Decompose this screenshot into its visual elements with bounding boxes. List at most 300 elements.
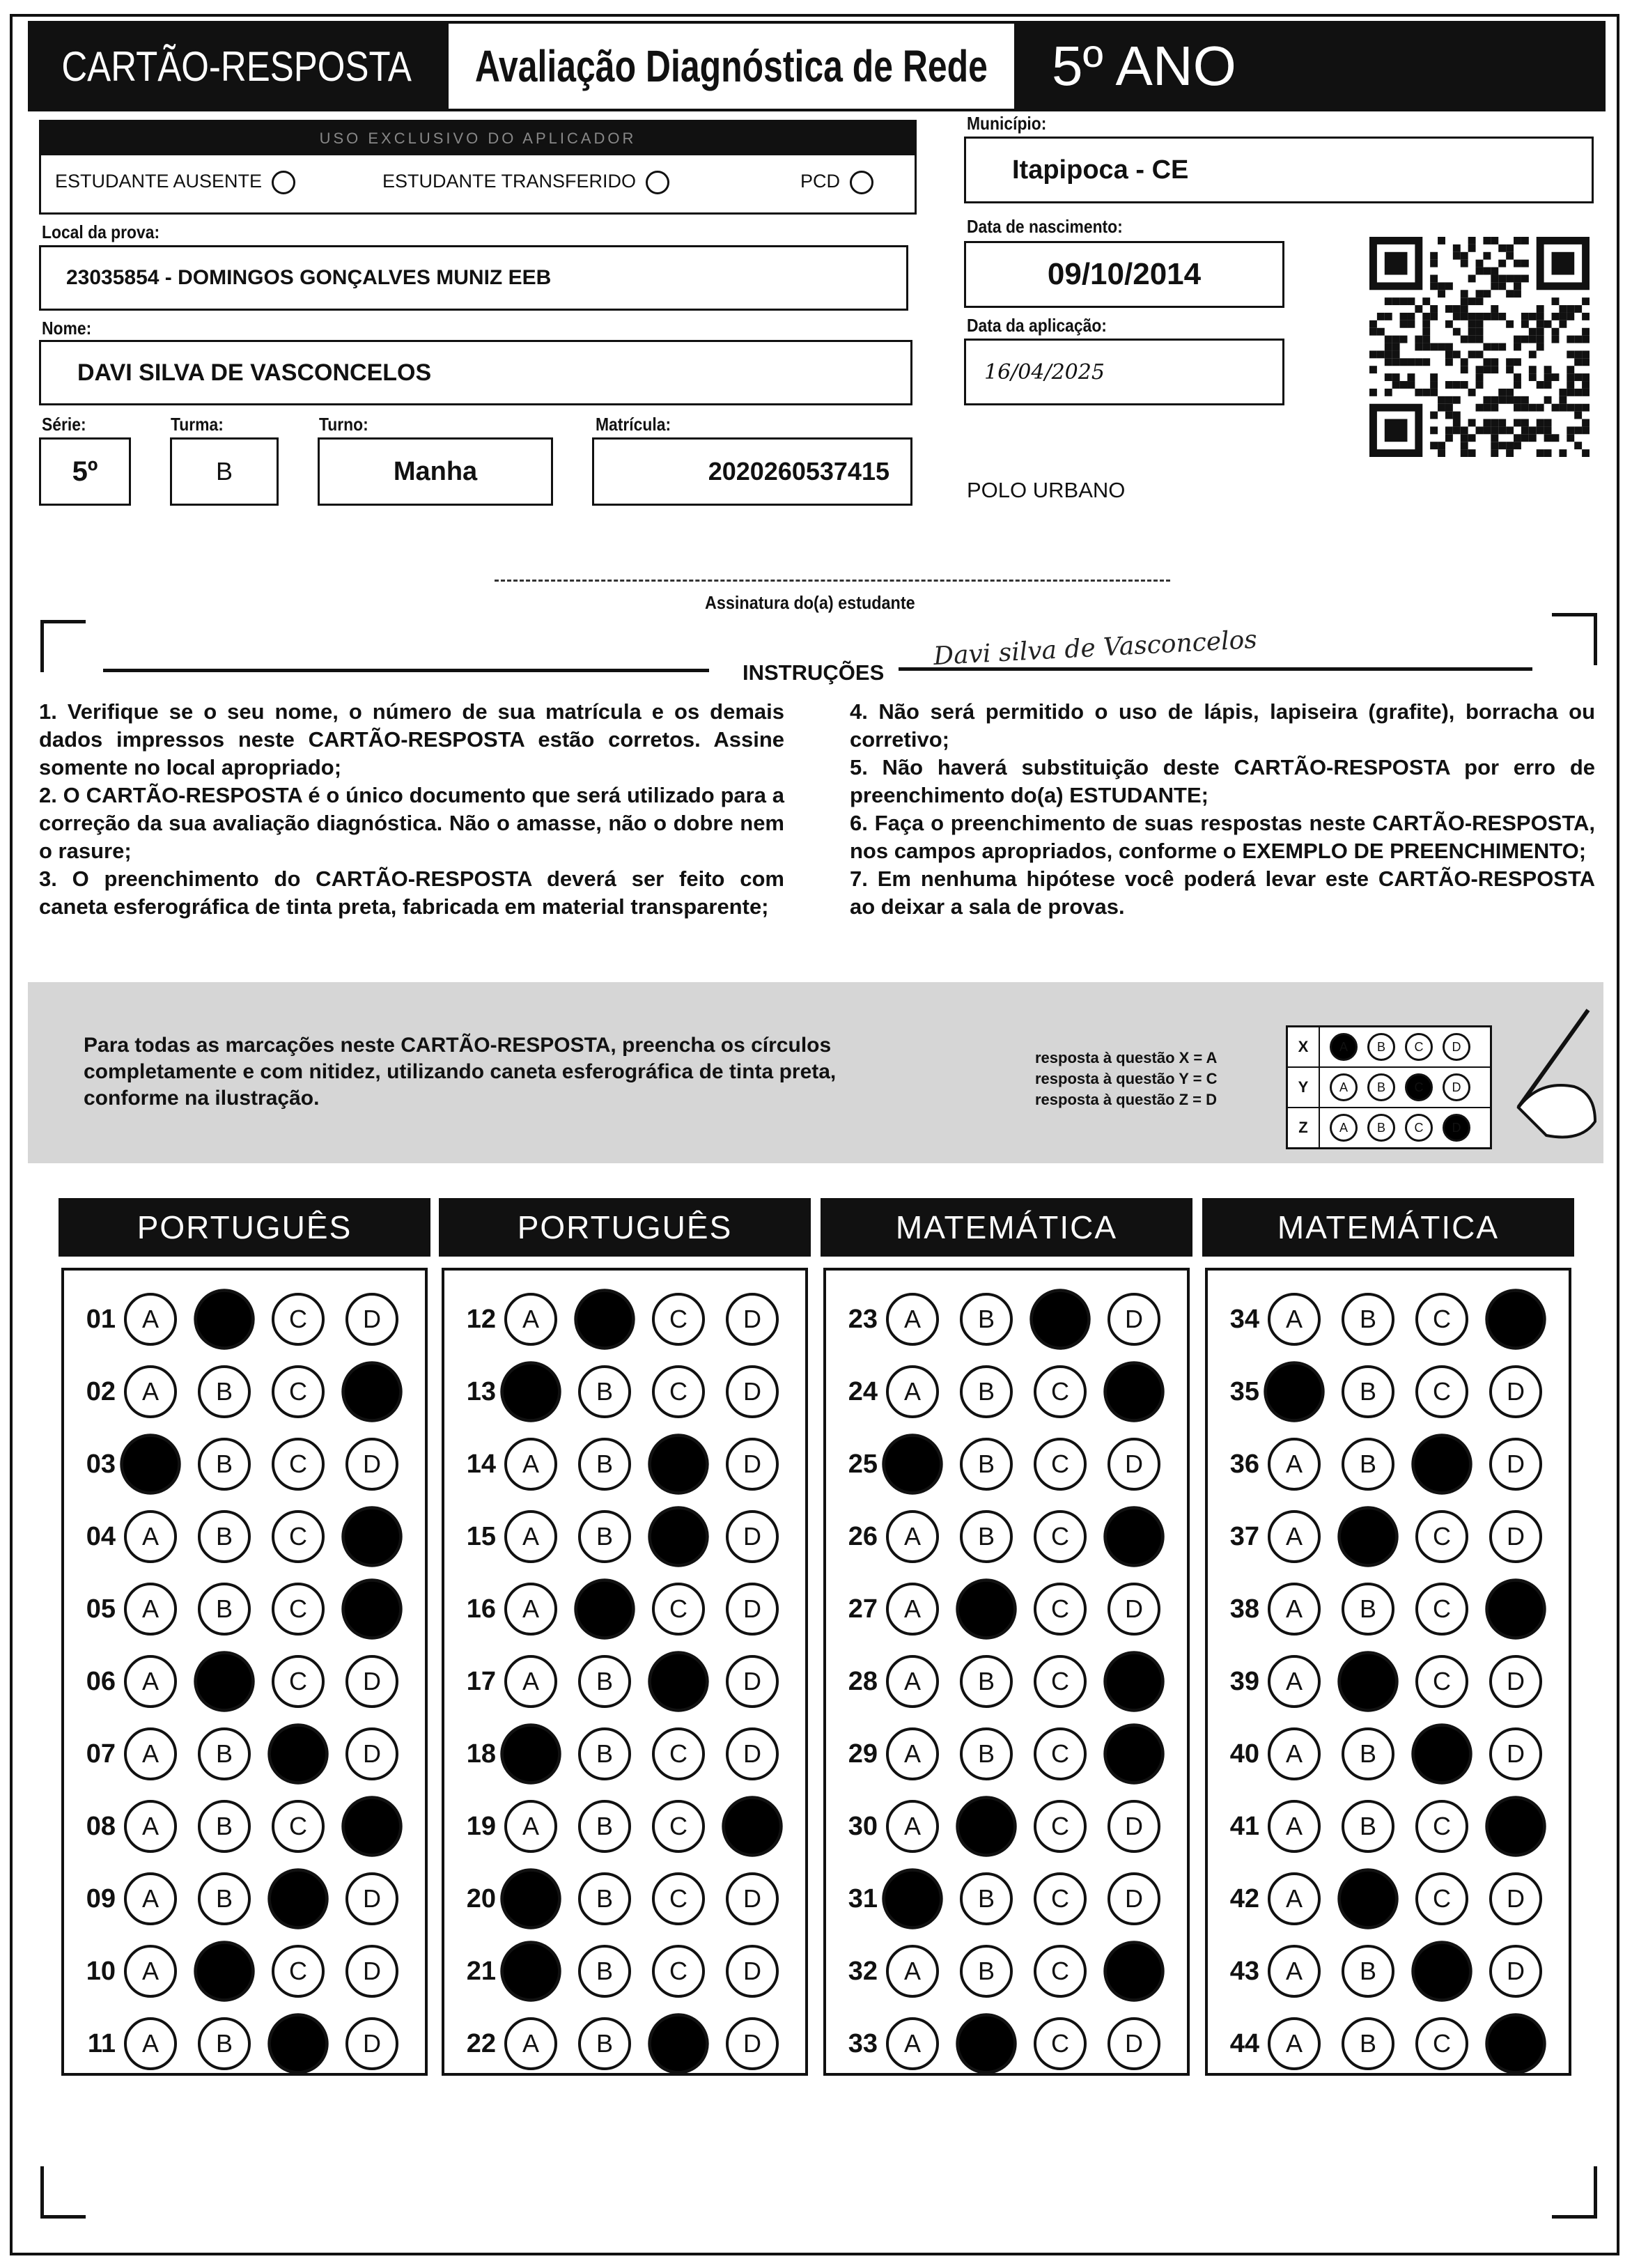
answer-bubble-12-D[interactable]: D bbox=[726, 1293, 779, 1346]
answer-bubble-41-A[interactable]: A bbox=[1268, 1800, 1321, 1853]
matricula-label: Matrícula: bbox=[596, 414, 671, 435]
answer-bubble-05-B[interactable]: B bbox=[198, 1583, 251, 1636]
answer-bubble-22-D[interactable]: D bbox=[726, 2017, 779, 2070]
answer-bubble-34-C[interactable]: C bbox=[1415, 1293, 1468, 1346]
question-number: 01 bbox=[86, 1304, 116, 1334]
answer-bubble-27-C[interactable]: C bbox=[1034, 1583, 1087, 1636]
question-number: 19 bbox=[466, 1811, 496, 1841]
answer-bubble-44-C[interactable]: C bbox=[1415, 2017, 1468, 2070]
answer-bubble-37-C[interactable]: C bbox=[1415, 1510, 1468, 1563]
answer-bubble-02-C[interactable]: C bbox=[272, 1365, 325, 1418]
answer-bubble-33-B[interactable]: B bbox=[956, 2013, 1016, 2074]
answer-bubble-10-A[interactable]: A bbox=[124, 1945, 177, 1998]
app-label: Data da aplicação: bbox=[967, 315, 1107, 336]
answer-bubble-36-A[interactable]: A bbox=[1268, 1438, 1321, 1491]
answer-bubble-18-C[interactable]: C bbox=[652, 1727, 705, 1780]
answer-bubble-26-A[interactable]: A bbox=[886, 1510, 939, 1563]
question-row-11 bbox=[75, 2014, 398, 2073]
question-row-14 bbox=[456, 1435, 779, 1493]
question-row-29 bbox=[837, 1725, 1160, 1783]
answer-bubble-41-D[interactable]: D bbox=[1485, 1796, 1546, 1856]
card-title-box bbox=[28, 21, 446, 111]
answer-bubble-27-D[interactable]: D bbox=[1108, 1583, 1160, 1636]
answer-bubble-36-C[interactable]: C bbox=[1411, 1434, 1472, 1494]
answer-bubble-25-D[interactable]: D bbox=[1108, 1438, 1160, 1491]
answer-bubble-19-D[interactable]: D bbox=[722, 1796, 782, 1856]
example-grid bbox=[1286, 1025, 1492, 1149]
answer-bubble-11-C[interactable]: C bbox=[267, 2013, 328, 2074]
answer-bubble-11-A[interactable]: A bbox=[124, 2017, 177, 2070]
answer-bubble-32-B[interactable]: B bbox=[960, 1945, 1013, 1998]
answer-bubble-40-D[interactable]: D bbox=[1489, 1727, 1542, 1780]
answer-bubble-05-A[interactable]: A bbox=[124, 1583, 177, 1636]
answer-bubble-42-A[interactable]: A bbox=[1268, 1872, 1321, 1925]
question-number: 28 bbox=[848, 1666, 878, 1696]
question-number: 14 bbox=[466, 1449, 496, 1479]
answer-bubble-11-D[interactable]: D bbox=[345, 2017, 398, 2070]
instruction-7: 7. Em nenhuma hipótese você poderá levar este CARTÃO-RESPOSTA ao deixar a sala de provas. bbox=[850, 867, 1595, 919]
municipio-label: Município: bbox=[967, 113, 1047, 134]
answer-bubble-09-B[interactable]: B bbox=[198, 1872, 251, 1925]
answer-bubble-03-B[interactable]: B bbox=[198, 1438, 251, 1491]
question-number: 32 bbox=[848, 1956, 878, 1986]
pen-hand-icon bbox=[1491, 1003, 1602, 1142]
question-row-02 bbox=[75, 1362, 398, 1421]
answer-bubble-04-D[interactable]: D bbox=[341, 1506, 402, 1567]
applicator-bar-text: USO EXCLUSIVO DO APLICADOR bbox=[319, 130, 637, 147]
local-label: Local da prova: bbox=[42, 222, 160, 242]
question-number: 07 bbox=[86, 1739, 116, 1769]
answer-bubble-22-B[interactable]: B bbox=[578, 2017, 631, 2070]
example-row-label: X bbox=[1288, 1027, 1320, 1066]
question-row-25 bbox=[837, 1435, 1160, 1493]
answer-bubble-41-C[interactable]: C bbox=[1415, 1800, 1468, 1853]
answer-bubble-06-A[interactable]: A bbox=[124, 1655, 177, 1708]
answer-bubble-14-A[interactable]: A bbox=[504, 1438, 557, 1491]
answer-bubble-03-A[interactable]: A bbox=[120, 1434, 180, 1494]
answer-bubble-14-B[interactable]: B bbox=[578, 1438, 631, 1491]
answer-bubble-17-D[interactable]: D bbox=[726, 1655, 779, 1708]
answer-bubble-02-A[interactable]: A bbox=[124, 1365, 177, 1418]
question-number: 05 bbox=[86, 1594, 116, 1624]
answer-bubble-17-B[interactable]: B bbox=[578, 1655, 631, 1708]
answer-bubble-09-A[interactable]: A bbox=[124, 1872, 177, 1925]
question-number: 11 bbox=[87, 2028, 116, 2058]
answer-bubble-31-B[interactable]: B bbox=[960, 1872, 1013, 1925]
instructions-rule-left bbox=[103, 669, 709, 672]
answer-bubble-16-B[interactable]: B bbox=[574, 1578, 635, 1639]
answer-bubble-34-B[interactable]: B bbox=[1342, 1293, 1394, 1346]
answer-bubble-44-B[interactable]: B bbox=[1342, 2017, 1394, 2070]
answer-bubble-08-D[interactable]: D bbox=[341, 1796, 402, 1856]
answer-bubble-37-D[interactable]: D bbox=[1489, 1510, 1542, 1563]
example-bubble-Y-A: A bbox=[1330, 1073, 1358, 1101]
question-row-32 bbox=[837, 1942, 1160, 2001]
instructions-left bbox=[39, 698, 784, 921]
eval-title-box bbox=[446, 21, 1017, 111]
question-number: 02 bbox=[86, 1376, 116, 1406]
answer-bubble-18-B[interactable]: B bbox=[578, 1727, 631, 1780]
answer-bubble-31-C[interactable]: C bbox=[1034, 1872, 1087, 1925]
answer-bubble-23-A[interactable]: A bbox=[886, 1293, 939, 1346]
answer-bubble-27-A[interactable]: A bbox=[886, 1583, 939, 1636]
answer-bubble-15-D[interactable]: D bbox=[726, 1510, 779, 1563]
answer-bubble-17-C[interactable]: C bbox=[648, 1651, 708, 1711]
answer-bubble-04-A[interactable]: A bbox=[124, 1510, 177, 1563]
answer-bubble-19-B[interactable]: B bbox=[578, 1800, 631, 1853]
answer-bubble-22-A[interactable]: A bbox=[504, 2017, 557, 2070]
turma-field bbox=[170, 437, 279, 506]
answer-bubble-08-B[interactable]: B bbox=[198, 1800, 251, 1853]
answer-bubble-23-D[interactable]: D bbox=[1108, 1293, 1160, 1346]
question-row-19 bbox=[456, 1797, 779, 1856]
question-number: 03 bbox=[86, 1449, 116, 1479]
answer-bubble-17-A[interactable]: A bbox=[504, 1655, 557, 1708]
answer-bubble-07-C[interactable]: C bbox=[267, 1723, 328, 1784]
question-number: 13 bbox=[466, 1376, 496, 1406]
answer-bubble-42-C[interactable]: C bbox=[1415, 1872, 1468, 1925]
birth-field bbox=[964, 241, 1284, 308]
answer-bubble-03-C[interactable]: C bbox=[272, 1438, 325, 1491]
question-number: 25 bbox=[848, 1449, 878, 1479]
answer-bubble-09-C[interactable]: C bbox=[267, 1868, 328, 1929]
question-row-27 bbox=[837, 1580, 1160, 1638]
answer-bubble-28-D[interactable]: D bbox=[1103, 1651, 1164, 1711]
birth-label: Data de nascimento: bbox=[967, 216, 1123, 237]
answer-bubble-12-C[interactable]: C bbox=[652, 1293, 705, 1346]
answer-bubble-32-D[interactable]: D bbox=[1103, 1941, 1164, 2001]
instructions-right bbox=[850, 698, 1595, 921]
answer-bubble-16-C[interactable]: C bbox=[652, 1583, 705, 1636]
answer-bubble-14-D[interactable]: D bbox=[726, 1438, 779, 1491]
legend-x: resposta à questão X = A bbox=[1035, 1049, 1218, 1066]
municipio-field bbox=[964, 137, 1594, 203]
answer-bubble-40-A[interactable]: A bbox=[1268, 1727, 1321, 1780]
answer-bubble-43-C[interactable]: C bbox=[1411, 1941, 1472, 2001]
answer-bubble-05-D[interactable]: D bbox=[341, 1578, 402, 1639]
answer-bubble-01-D[interactable]: D bbox=[345, 1293, 398, 1346]
section-title-2: PORTUGUÊS bbox=[439, 1198, 811, 1257]
answer-bubble-39-A[interactable]: A bbox=[1268, 1655, 1321, 1708]
example-row-label: Z bbox=[1288, 1108, 1320, 1147]
answer-bubble-13-A[interactable]: A bbox=[500, 1361, 561, 1422]
answer-bubble-24-D[interactable]: D bbox=[1103, 1361, 1164, 1422]
question-row-13 bbox=[456, 1362, 779, 1421]
answer-bubble-38-C[interactable]: C bbox=[1415, 1583, 1468, 1636]
answer-bubble-15-A[interactable]: A bbox=[504, 1510, 557, 1563]
answer-bubble-01-B[interactable]: B bbox=[194, 1289, 254, 1349]
answer-bubble-06-B[interactable]: B bbox=[194, 1651, 254, 1711]
answer-bubble-36-B[interactable]: B bbox=[1342, 1438, 1394, 1491]
example-bubble-X-D: D bbox=[1443, 1033, 1470, 1061]
question-number: 39 bbox=[1229, 1666, 1259, 1696]
answer-bubble-21-B[interactable]: B bbox=[578, 1945, 631, 1998]
birth-value: 09/10/2014 bbox=[1047, 257, 1202, 291]
answer-bubble-03-D[interactable]: D bbox=[345, 1438, 398, 1491]
answer-bubble-07-D[interactable]: D bbox=[345, 1727, 398, 1780]
serie-label: Série: bbox=[42, 414, 86, 435]
example-text: Para todas as marcações neste CARTÃO-RESPOSTA, preencha os círculos completamente e com nitidez, utilizando caneta esferográfica de tinta preta, conforme na ilustração. bbox=[84, 1034, 837, 1110]
answer-bubble-35-B[interactable]: B bbox=[1342, 1365, 1394, 1418]
answer-bubble-42-B[interactable]: B bbox=[1337, 1868, 1398, 1929]
instruction-6: 6. Faça o preenchimento de suas respostas neste CARTÃO-RESPOSTA, nos campos apropriados, conforme o EXEMPLO DE PREENCHIMENTO; bbox=[850, 811, 1595, 863]
answer-bubble-01-C[interactable]: C bbox=[272, 1293, 325, 1346]
question-number: 30 bbox=[848, 1811, 878, 1841]
question-number: 24 bbox=[848, 1376, 878, 1406]
answer-bubble-30-A[interactable]: A bbox=[886, 1800, 939, 1853]
question-row-21 bbox=[456, 1942, 779, 2001]
question-row-17 bbox=[456, 1652, 779, 1711]
pcd-option[interactable] bbox=[800, 171, 873, 194]
answer-bubble-22-C[interactable]: C bbox=[648, 2013, 708, 2074]
answer-bubble-30-C[interactable]: C bbox=[1034, 1800, 1087, 1853]
applicator-box bbox=[39, 120, 917, 215]
answer-bubble-04-C[interactable]: C bbox=[272, 1510, 325, 1563]
answer-bubble-38-A[interactable]: A bbox=[1268, 1583, 1321, 1636]
answer-bubble-33-A[interactable]: A bbox=[886, 2017, 939, 2070]
instruction-4: 4. Não será permitido o uso de lápis, lapiseira (grafite), borracha ou corretivo; bbox=[850, 699, 1595, 752]
answer-bubble-39-C[interactable]: C bbox=[1415, 1655, 1468, 1708]
answer-bubble-41-B[interactable]: B bbox=[1342, 1800, 1394, 1853]
answer-bubble-28-B[interactable]: B bbox=[960, 1655, 1013, 1708]
app-field bbox=[964, 339, 1284, 405]
turma-value: B bbox=[215, 457, 233, 486]
answer-bubble-12-B[interactable]: B bbox=[574, 1289, 635, 1349]
answer-bubble-29-D[interactable]: D bbox=[1103, 1723, 1164, 1784]
section-title-3: MATEMÁTICA bbox=[821, 1198, 1192, 1257]
answer-bubble-44-D[interactable]: D bbox=[1485, 2013, 1546, 2074]
corner-bottom-right bbox=[1552, 2166, 1597, 2219]
answer-bubble-42-D[interactable]: D bbox=[1489, 1872, 1542, 1925]
section-title-4: MATEMÁTICA bbox=[1202, 1198, 1574, 1257]
question-number: 37 bbox=[1229, 1521, 1259, 1551]
answer-bubble-26-C[interactable]: C bbox=[1034, 1510, 1087, 1563]
question-row-28 bbox=[837, 1652, 1160, 1711]
answer-bubble-29-B[interactable]: B bbox=[960, 1727, 1013, 1780]
signature-line bbox=[495, 580, 1170, 582]
instruction-3: 3. O preenchimento do CARTÃO-RESPOSTA deverá ser feito com caneta esferográfica de tinta preta, fabricada em material transparente; bbox=[39, 867, 784, 919]
answer-bubble-29-A[interactable]: A bbox=[886, 1727, 939, 1780]
answer-bubble-44-A[interactable]: A bbox=[1268, 2017, 1321, 2070]
example-bubble-X-B: B bbox=[1367, 1033, 1395, 1061]
question-number: 33 bbox=[848, 2028, 878, 2058]
local-value: 23035854 - DOMINGOS GONÇALVES MUNIZ EEB bbox=[66, 266, 552, 289]
answer-bubble-13-D[interactable]: D bbox=[726, 1365, 779, 1418]
question-row-31 bbox=[837, 1870, 1160, 1928]
question-number: 26 bbox=[848, 1521, 878, 1551]
question-number: 44 bbox=[1229, 2028, 1259, 2058]
question-row-40 bbox=[1219, 1725, 1542, 1783]
answer-bubble-35-A[interactable]: A bbox=[1264, 1361, 1324, 1422]
answer-bubble-11-B[interactable]: B bbox=[198, 2017, 251, 2070]
answer-bubble-34-A[interactable]: A bbox=[1268, 1293, 1321, 1346]
question-number: 35 bbox=[1229, 1376, 1259, 1406]
example-row-Z bbox=[1288, 1108, 1490, 1147]
transferred-option[interactable] bbox=[382, 171, 669, 194]
answer-bubble-25-A[interactable]: A bbox=[882, 1434, 942, 1494]
answer-bubble-24-B[interactable]: B bbox=[960, 1365, 1013, 1418]
name-field bbox=[39, 340, 912, 405]
answer-bubble-13-C[interactable]: C bbox=[652, 1365, 705, 1418]
section-title-1: PORTUGUÊS bbox=[59, 1198, 430, 1257]
question-row-23 bbox=[837, 1290, 1160, 1349]
answer-bubble-33-C[interactable]: C bbox=[1034, 2017, 1087, 2070]
answer-bubble-10-C[interactable]: C bbox=[272, 1945, 325, 1998]
answer-bubble-30-B[interactable]: B bbox=[956, 1796, 1016, 1856]
answer-bubble-30-D[interactable]: D bbox=[1108, 1800, 1160, 1853]
answer-bubble-02-D[interactable]: D bbox=[341, 1361, 402, 1422]
answer-bubble-20-D[interactable]: D bbox=[726, 1872, 779, 1925]
question-number: 06 bbox=[86, 1666, 116, 1696]
answer-bubble-26-B[interactable]: B bbox=[960, 1510, 1013, 1563]
answer-bubble-06-D[interactable]: D bbox=[345, 1655, 398, 1708]
question-row-05 bbox=[75, 1580, 398, 1638]
answer-bubble-19-A[interactable]: A bbox=[504, 1800, 557, 1853]
answer-bubble-40-B[interactable]: B bbox=[1342, 1727, 1394, 1780]
question-row-18 bbox=[456, 1725, 779, 1783]
example-row-label: Y bbox=[1288, 1068, 1320, 1107]
question-row-12 bbox=[456, 1290, 779, 1349]
answer-bubble-12-A[interactable]: A bbox=[504, 1293, 557, 1346]
answer-bubble-37-A[interactable]: A bbox=[1268, 1510, 1321, 1563]
question-row-43 bbox=[1219, 1942, 1542, 2001]
example-row-Y bbox=[1288, 1068, 1490, 1108]
answer-bubble-25-C[interactable]: C bbox=[1034, 1438, 1087, 1491]
answer-bubble-08-A[interactable]: A bbox=[124, 1800, 177, 1853]
example-bubble-Y-C: C bbox=[1405, 1073, 1433, 1101]
answer-bubble-21-A[interactable]: A bbox=[500, 1941, 561, 2001]
matricula-value: 2020260537415 bbox=[708, 457, 889, 486]
qr-code bbox=[1369, 237, 1590, 457]
answer-bubble-36-D[interactable]: D bbox=[1489, 1438, 1542, 1491]
answer-bubble-32-A[interactable]: A bbox=[886, 1945, 939, 1998]
answer-bubble-15-B[interactable]: B bbox=[578, 1510, 631, 1563]
answer-bubble-38-B[interactable]: B bbox=[1342, 1583, 1394, 1636]
answer-bubble-05-C[interactable]: C bbox=[272, 1583, 325, 1636]
answer-bubble-10-B[interactable]: B bbox=[194, 1941, 254, 2001]
answer-bubble-13-B[interactable]: B bbox=[578, 1365, 631, 1418]
example-row-X bbox=[1288, 1027, 1490, 1068]
answer-bubble-33-D[interactable]: D bbox=[1108, 2017, 1160, 2070]
question-row-22 bbox=[456, 2014, 779, 2073]
instruction-1: 1. Verifique se o seu nome, o número de sua matrícula e os demais dados impressos neste CARTÃO-RESPOSTA estão corretos. Assine somente no local apropriado; bbox=[39, 699, 784, 779]
answer-bubble-43-B[interactable]: B bbox=[1342, 1945, 1394, 1998]
answer-bubble-23-C[interactable]: C bbox=[1029, 1289, 1090, 1349]
question-number: 41 bbox=[1229, 1811, 1259, 1841]
answer-bubble-02-B[interactable]: B bbox=[198, 1365, 251, 1418]
answer-bubble-14-C[interactable]: C bbox=[648, 1434, 708, 1494]
absent-circle[interactable] bbox=[272, 171, 295, 194]
question-row-07 bbox=[75, 1725, 398, 1783]
answer-bubble-27-B[interactable]: B bbox=[956, 1578, 1016, 1639]
answer-bubble-35-D[interactable]: D bbox=[1489, 1365, 1542, 1418]
answer-bubble-39-D[interactable]: D bbox=[1489, 1655, 1542, 1708]
answer-bubble-20-C[interactable]: C bbox=[652, 1872, 705, 1925]
answer-bubble-20-B[interactable]: B bbox=[578, 1872, 631, 1925]
answer-bubble-43-A[interactable]: A bbox=[1268, 1945, 1321, 1998]
answer-bubble-18-A[interactable]: A bbox=[500, 1723, 561, 1784]
answer-bubble-31-D[interactable]: D bbox=[1108, 1872, 1160, 1925]
answer-bubble-09-D[interactable]: D bbox=[345, 1872, 398, 1925]
answer-bubble-19-C[interactable]: C bbox=[652, 1800, 705, 1853]
answer-bubble-24-C[interactable]: C bbox=[1034, 1365, 1087, 1418]
answer-bubble-43-D[interactable]: D bbox=[1489, 1945, 1542, 1998]
answer-bubble-01-A[interactable]: A bbox=[124, 1293, 177, 1346]
answer-bubble-31-A[interactable]: A bbox=[882, 1868, 942, 1929]
answer-bubble-23-B[interactable]: B bbox=[960, 1293, 1013, 1346]
question-row-03 bbox=[75, 1435, 398, 1493]
answer-bubble-39-B[interactable]: B bbox=[1337, 1651, 1398, 1711]
question-row-10 bbox=[75, 1942, 398, 2001]
question-row-36 bbox=[1219, 1435, 1542, 1493]
answer-bubble-16-A[interactable]: A bbox=[504, 1583, 557, 1636]
answer-bubble-06-C[interactable]: C bbox=[272, 1655, 325, 1708]
answer-bubble-10-D[interactable]: D bbox=[345, 1945, 398, 1998]
corner-top-left bbox=[40, 620, 86, 672]
signature-label: Assinatura do(a) estudante bbox=[705, 592, 915, 613]
signature-handwritten: Davi silva de Vasconcelos bbox=[933, 625, 1258, 671]
pcd-label: PCD bbox=[800, 171, 841, 192]
pcd-circle[interactable] bbox=[850, 171, 873, 194]
answer-bubble-35-C[interactable]: C bbox=[1415, 1365, 1468, 1418]
answer-bubble-26-D[interactable]: D bbox=[1103, 1506, 1164, 1567]
instruction-2: 2. O CARTÃO-RESPOSTA é o único documento que será utilizado para a correção da sua avaliação diagnóstica. Não o amasse, não o dobre nem o rasure; bbox=[39, 783, 784, 863]
example-bubble-X-A: A bbox=[1330, 1033, 1358, 1061]
question-row-06 bbox=[75, 1652, 398, 1711]
question-number: 31 bbox=[848, 1883, 878, 1913]
answer-bubble-15-C[interactable]: C bbox=[648, 1506, 708, 1567]
answer-bubble-32-C[interactable]: C bbox=[1034, 1945, 1087, 1998]
turno-value: Manha bbox=[393, 456, 478, 486]
transferred-label: ESTUDANTE TRANSFERIDO bbox=[382, 171, 637, 192]
question-row-26 bbox=[837, 1507, 1160, 1566]
transferred-circle[interactable] bbox=[646, 171, 669, 194]
question-number: 04 bbox=[86, 1521, 116, 1551]
question-number: 36 bbox=[1229, 1449, 1259, 1479]
answer-bubble-20-A[interactable]: A bbox=[500, 1868, 561, 1929]
question-row-38 bbox=[1219, 1580, 1542, 1638]
answer-bubble-25-B[interactable]: B bbox=[960, 1438, 1013, 1491]
name-label: Nome: bbox=[42, 318, 92, 339]
answer-bubble-07-B[interactable]: B bbox=[198, 1727, 251, 1780]
answer-bubble-07-A[interactable]: A bbox=[124, 1727, 177, 1780]
answer-bubble-21-C[interactable]: C bbox=[652, 1945, 705, 1998]
question-number: 08 bbox=[86, 1811, 116, 1841]
answer-bubble-37-B[interactable]: B bbox=[1337, 1506, 1398, 1567]
eval-title: Avaliação Diagnóstica de Rede bbox=[474, 41, 988, 91]
answer-bubble-38-D[interactable]: D bbox=[1485, 1578, 1546, 1639]
question-row-30 bbox=[837, 1797, 1160, 1856]
applicator-bar bbox=[41, 122, 915, 155]
answer-bubble-34-D[interactable]: D bbox=[1485, 1289, 1546, 1349]
answer-bubble-24-A[interactable]: A bbox=[886, 1365, 939, 1418]
answer-bubble-28-A[interactable]: A bbox=[886, 1655, 939, 1708]
answer-bubble-18-D[interactable]: D bbox=[726, 1727, 779, 1780]
question-number: 18 bbox=[466, 1739, 496, 1769]
example-bubble-Z-C: C bbox=[1405, 1114, 1433, 1142]
answer-bubble-29-C[interactable]: C bbox=[1034, 1727, 1087, 1780]
turno-field bbox=[318, 437, 553, 506]
answer-bubble-28-C[interactable]: C bbox=[1034, 1655, 1087, 1708]
answer-bubble-21-D[interactable]: D bbox=[726, 1945, 779, 1998]
question-row-42 bbox=[1219, 1870, 1542, 1928]
answer-bubble-04-B[interactable]: B bbox=[198, 1510, 251, 1563]
answer-bubble-16-D[interactable]: D bbox=[726, 1583, 779, 1636]
app-value: 16/04/2025 bbox=[984, 359, 1105, 385]
answer-bubble-08-C[interactable]: C bbox=[272, 1800, 325, 1853]
answer-bubble-40-C[interactable]: C bbox=[1411, 1723, 1472, 1784]
absent-option[interactable] bbox=[55, 171, 295, 194]
